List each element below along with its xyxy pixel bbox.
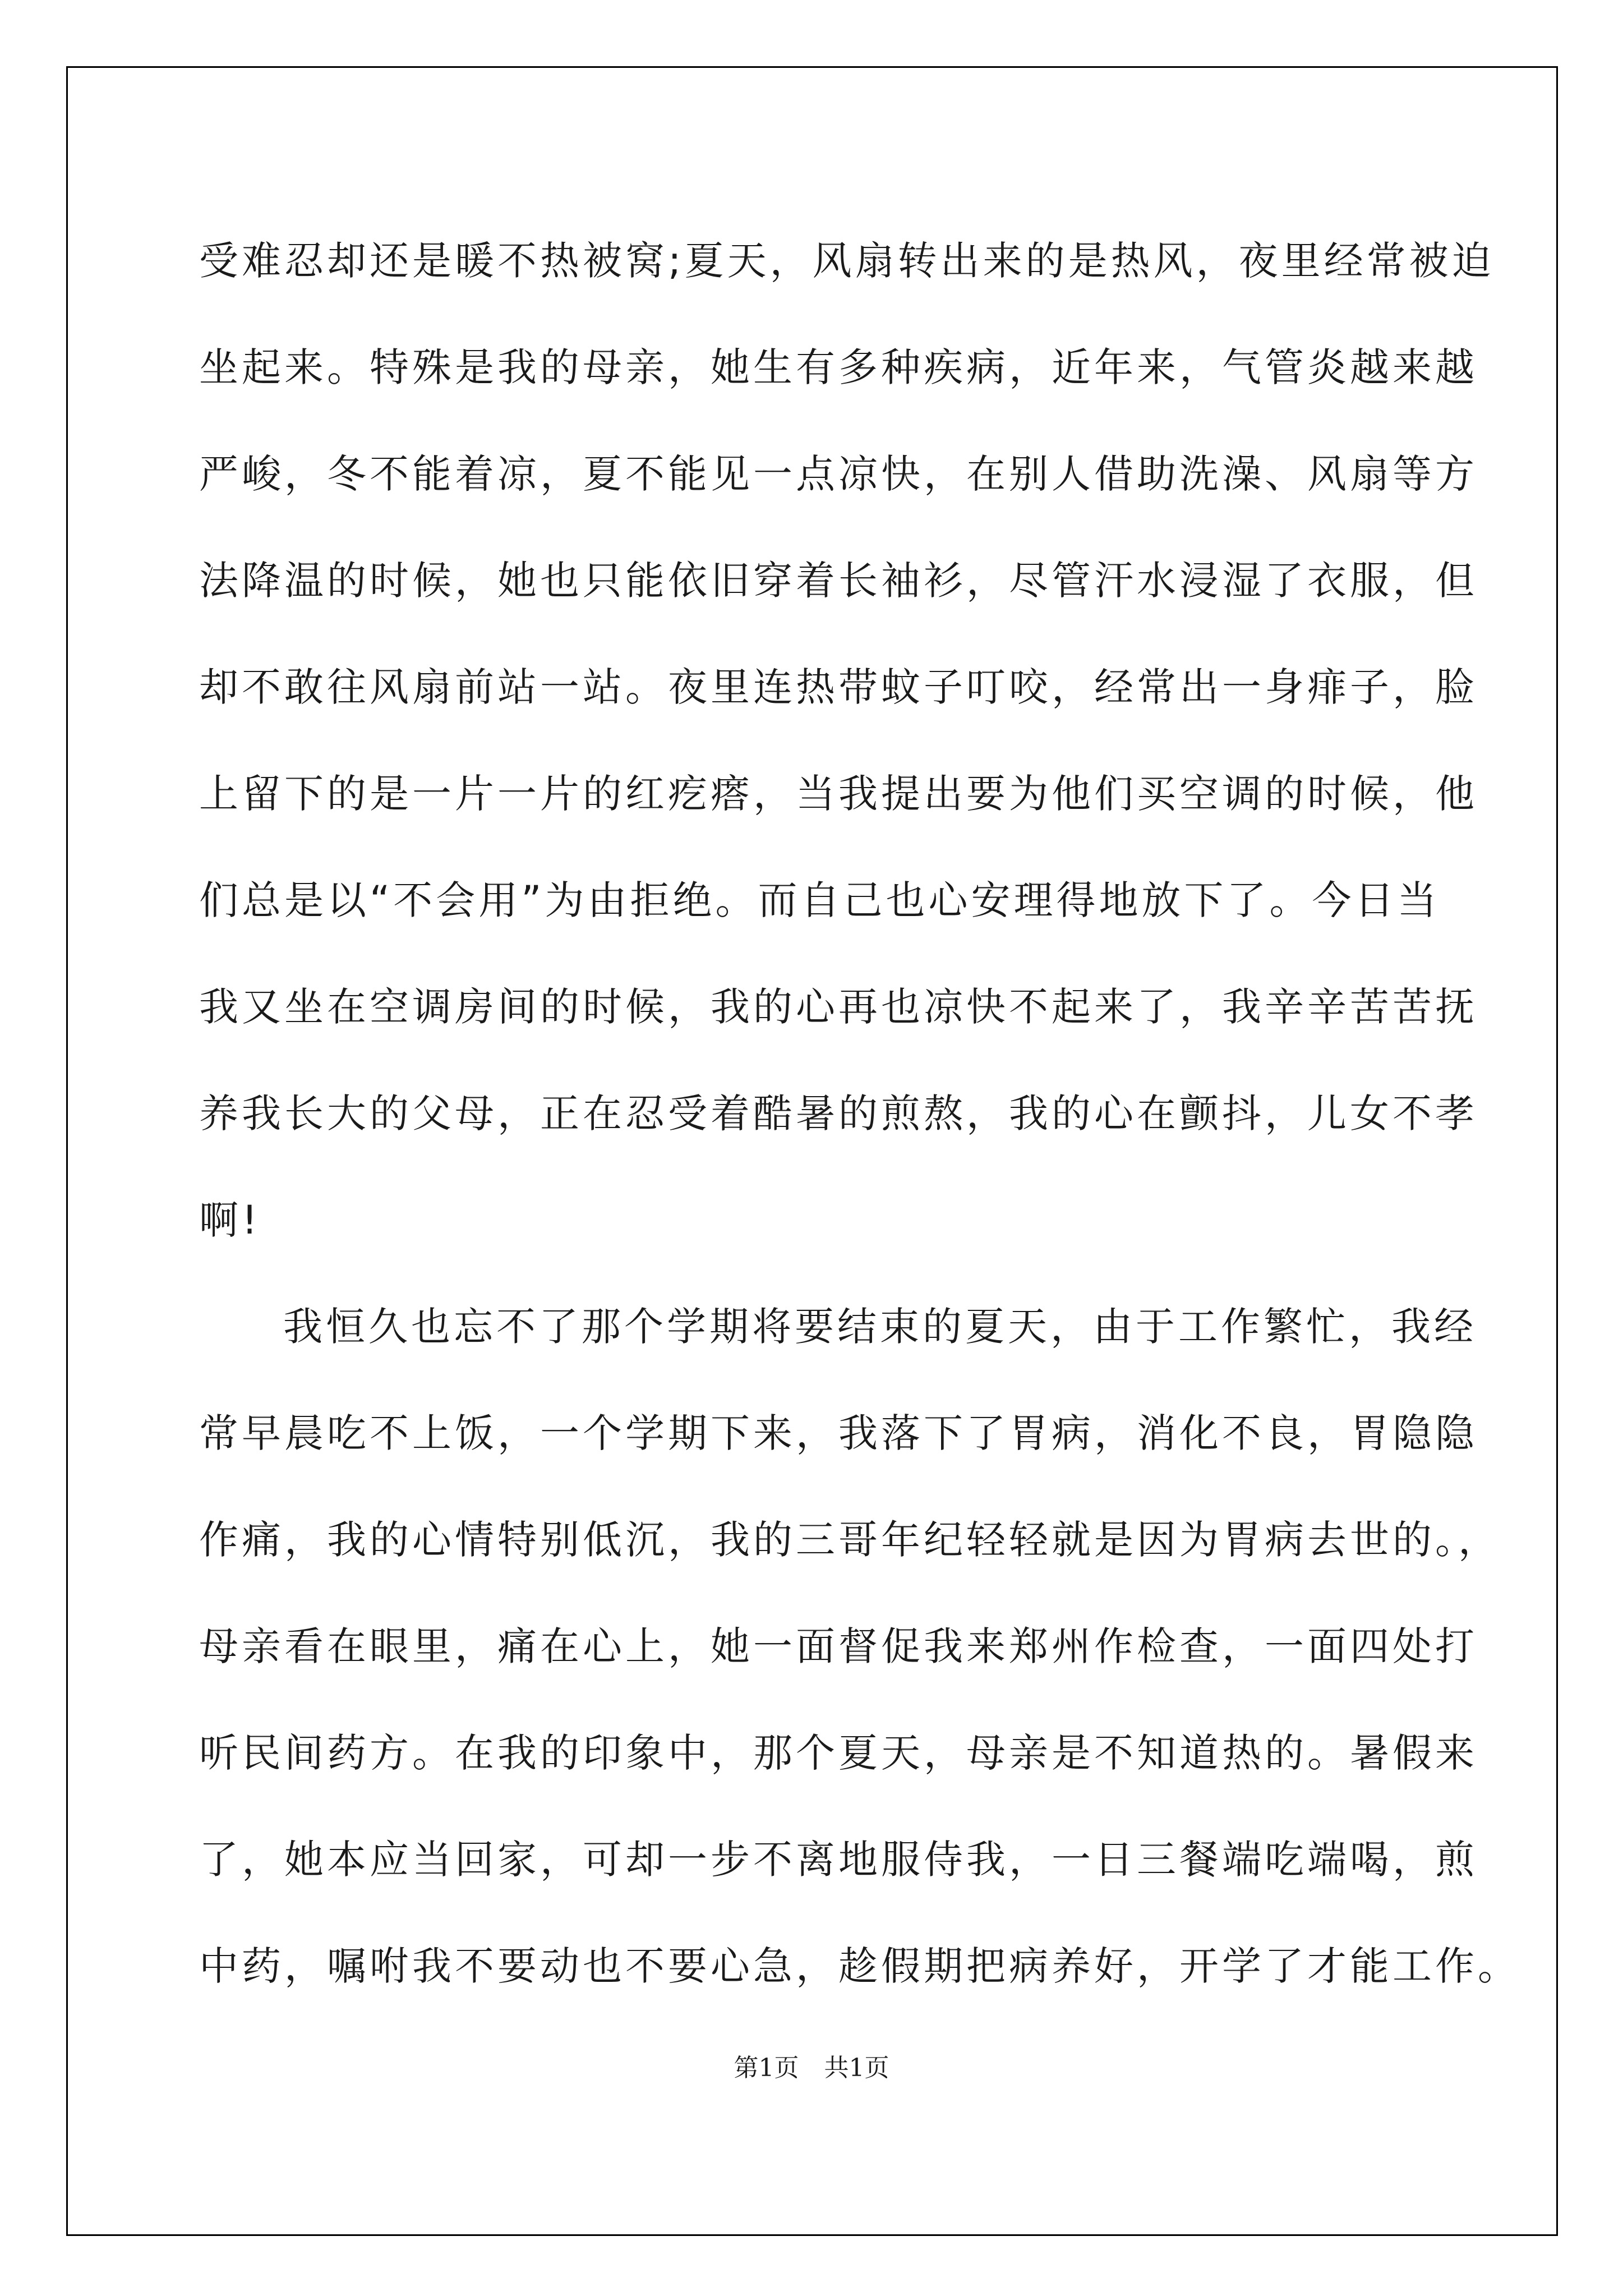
text-line-8: 我又坐在空调房间的时候，我的心再也凉快不起来了，我辛辛苦苦抚 <box>199 984 1478 1030</box>
text-line-14: 母亲看在眼里，痛在心上，她一面督促我来郑州作检查，一面四处打 <box>199 1623 1478 1669</box>
text-line-4: 法降温的时候，她也只能依旧穿着长袖衫，尽管汗水浸湿了衣服，但 <box>199 558 1478 604</box>
text-line-10: 啊! <box>199 1197 261 1243</box>
document-body <box>199 208 1520 2019</box>
page-total: 共1页 <box>824 2054 889 2082</box>
text-line-7: 们总是以“不会用”为由拒绝。而自己也心安理得地放下了。今日当 <box>199 877 1440 923</box>
text-line-5: 却不敢往风扇前站一站。夜里连热带蚊子叮咬，经常出一身痱子，脸 <box>199 664 1478 710</box>
text-line-16: 了，她本应当回家，可却一步不离地服侍我，一日三餐端吃端喝，煎 <box>199 1837 1478 1883</box>
text-line-2: 坐起来。特殊是我的母亲，她生有多种疾病，近年来，气管炎越来越 <box>199 344 1478 390</box>
text-line-11: 我恒久也忘不了那个学期将要结束的夏天，由于工作繁忙，我经 <box>283 1304 1477 1350</box>
text-line-6: 上留下的是一片一片的红疙瘩，当我提出要为他们买空调的时候，他 <box>199 771 1478 817</box>
text-line-3: 严峻，冬不能着凉，夏不能见一点凉快，在别人借助洗澡、风扇等方 <box>199 451 1478 497</box>
text-line-1: 受难忍却还是暖不热被窝;夏天，风扇转出来的是热风，夜里经常被迫 <box>199 238 1495 284</box>
text-line-9: 养我长大的父母，正在忍受着酷暑的煎熬，我的心在颤抖，儿女不孝 <box>199 1091 1478 1137</box>
text-line-15: 听民间药方。在我的印象中，那个夏天，母亲是不知道热的。暑假来 <box>199 1730 1478 1776</box>
text-line-13: 作痛，我的心情特别低沉，我的三哥年纪轻轻就是因为胃病去世的。， <box>199 1517 1501 1563</box>
page-footer <box>0 2047 1623 2083</box>
page-number: 第1页 <box>734 2054 799 2082</box>
text-line-12: 常早晨吃不上饭，一个学期下来，我落下了胃病，消化不良，胃隐隐 <box>199 1410 1478 1456</box>
text-line-17: 中药，嘱咐我不要动也不要心急，趁假期把病养好，开学了才能工作。 <box>199 1943 1520 1989</box>
